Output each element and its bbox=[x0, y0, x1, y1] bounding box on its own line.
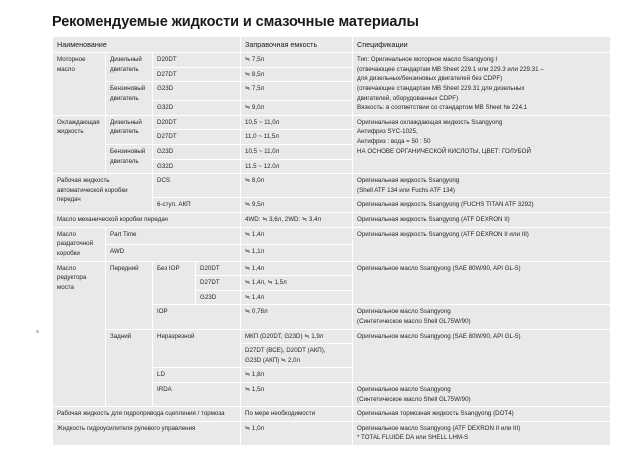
cell-capacity-rear-mkp: МКП (D20DT, G23D) ≒ 1,9л bbox=[241, 329, 353, 344]
cell-model-d27dt: D27DT bbox=[196, 276, 241, 291]
cell-group-atf: Рабочая жидкость автоматической коробки передач bbox=[53, 174, 153, 213]
cell-sub2-solid-axle: Неразрезной bbox=[153, 329, 241, 368]
spec-line: Оригинальное масло Ssangyong bbox=[357, 386, 451, 393]
cell-spec-front-iop bbox=[353, 305, 611, 329]
cell-sub2-irda: IRDA bbox=[153, 383, 241, 407]
cell-model-g32d: G32D bbox=[153, 101, 241, 116]
cell-model-d27dt: D27DT bbox=[153, 130, 241, 145]
spec-line: Оригинальное масло Ssangyong (SAE 80W/90, API GL-5) bbox=[357, 332, 521, 340]
cell-model-g23d: G23D bbox=[153, 145, 241, 160]
cell-sub-diesel-engine: Дизельный двигатель bbox=[106, 53, 153, 82]
cell-sub-awd: AWD bbox=[106, 244, 241, 261]
cell-sub-diesel-engine: Дизельный двигатель bbox=[106, 115, 153, 144]
cell-capacity-power-steering: ≒ 1,0л bbox=[241, 421, 353, 445]
cell-capacity-front-g23d: ≒ 1,4л bbox=[241, 290, 353, 305]
cell-spec-power-steering bbox=[353, 421, 611, 445]
spec-line: (Shell ATF 134 или Fuchs ATF 134) bbox=[357, 186, 455, 194]
spec-line: Оригинальная тормозная жидкость Ssangyong (DOT4) bbox=[357, 410, 514, 418]
cell-spec-rear-irda bbox=[353, 383, 611, 407]
spec-line: НА ОСНОВЕ ОРГАНИЧЕСКОЙ КИСЛОТЫ, ЦВЕТ: ГОЛУБОЙ bbox=[357, 147, 531, 155]
cell-model-g32d: G32D bbox=[153, 159, 241, 174]
cell-group-axle-oil: Масло редуктора моста bbox=[53, 261, 106, 407]
cell-spec-front-axle bbox=[353, 261, 611, 305]
spec-line: Оригинальная жидкость Ssangyong (ATF DEXRON II или III) bbox=[357, 230, 529, 238]
cell-sub2-without-iop: Без IOP bbox=[153, 261, 196, 305]
cell-model-d20dt: D20DT bbox=[153, 53, 241, 68]
cell-capacity-coolant-d20dt: 10,5 ~ 11,0л bbox=[241, 115, 353, 130]
cell-capacity-brake-clutch: По мере необходимости bbox=[241, 407, 353, 422]
spec-line: (Синтетическое масло Shell GL75W/90) bbox=[357, 395, 471, 403]
table-row bbox=[53, 213, 611, 228]
spec-line: Антифриз : вода = 50 : 50 bbox=[357, 138, 431, 146]
cell-capacity-part-time: ≒ 1,4л bbox=[241, 227, 353, 244]
spec-line: Оригинальная жидкость Ssangyong (ATF DEXRON II) bbox=[357, 216, 510, 224]
cell-sub-part-time: Part Time bbox=[106, 227, 241, 244]
cell-model-6speed-at: 6-ступ. АКП bbox=[153, 198, 241, 213]
cell-capacity-g23d: ≒ 7,5л bbox=[241, 82, 353, 101]
spec-line: * TOTAL FLUIDE DA или SHELL LHM-S bbox=[357, 434, 469, 442]
spec-line: Оригинальная охлаждающая жидкость Ssangyong bbox=[357, 118, 503, 126]
header-spec: Спецификации bbox=[353, 37, 611, 53]
cell-group-power-steering: Жидкость гидроусилителя рулевого управления bbox=[53, 421, 241, 445]
spec-line: (отвечающее стандартам MB Sheet 229.1 или 229.3 или 229.31 – bbox=[357, 65, 544, 73]
cell-group-coolant: Охлаждающая жидкость bbox=[53, 115, 106, 173]
cell-spec-atf-6speed bbox=[353, 198, 611, 213]
cell-capacity-6speed-at: ≒ 9,5л bbox=[241, 198, 353, 213]
cell-spec-manual-transmission bbox=[353, 213, 611, 228]
cell-model-dcs: DCS bbox=[153, 174, 241, 198]
cell-model-d20dt: D20DT bbox=[153, 115, 241, 130]
cell-sub2-iop: IOP bbox=[153, 305, 241, 329]
spec-line: Вязкость: в соответствии со стандартом MB Sheet № 224.1 bbox=[357, 104, 528, 112]
capacity-line: D27DT (ВСЕ), D20DT (АКП), bbox=[245, 347, 326, 355]
cell-sub2-ld: LD bbox=[153, 368, 241, 383]
cell-capacity-coolant-g32d: 11.5 ~ 12.0л bbox=[241, 159, 353, 174]
spec-line: (отвечающее стандартам MB Sheet 229.31 для дизельных bbox=[357, 84, 525, 92]
spec-line: Оригинальное масло Ssangyong (SAE 80W/90, API GL-5) bbox=[357, 264, 521, 272]
cell-capacity-awd: ≒ 1,1л bbox=[241, 244, 353, 261]
table-row bbox=[53, 227, 611, 244]
table-body bbox=[53, 53, 611, 446]
cell-model-g23d: G23D bbox=[153, 82, 241, 101]
cell-capacity-front-iop: ≒ 0,78л bbox=[241, 305, 353, 329]
cell-capacity-manual-transmission: 4WD: ≒ 3,6л, 2WD: ≒ 3,4л bbox=[241, 213, 353, 228]
page-title: Рекомендуемые жидкости и смазочные материалы bbox=[52, 14, 419, 30]
table-header-row bbox=[53, 37, 611, 53]
cell-spec-brake-clutch bbox=[353, 407, 611, 422]
spec-line: Оригинальное масло Ssangyong (ATF DEXRON II или III) bbox=[357, 424, 521, 432]
cell-sub-petrol-engine: Бензиновый двигатель bbox=[106, 82, 153, 115]
capacity-line: G23D (АКП) ≒ 2,0л bbox=[245, 356, 301, 364]
cell-capacity-d20dt: ≒ 7,5л bbox=[241, 53, 353, 68]
table-row bbox=[53, 421, 611, 445]
cell-capacity-g32d: ≒ 9,0л bbox=[241, 101, 353, 116]
spec-line: для дизельных/бензиновых двигателей без CDPF) bbox=[357, 75, 503, 83]
cell-model-d27dt: D27DT bbox=[153, 67, 241, 82]
cell-capacity-rear-irda: ≒ 1,5л bbox=[241, 383, 353, 407]
cell-spec-engine-oil bbox=[353, 53, 611, 116]
cell-spec-atf-dcs bbox=[353, 174, 611, 198]
spec-line: двигателей, оборудованных CDPF) bbox=[357, 94, 459, 102]
table-row bbox=[53, 407, 611, 422]
table-row bbox=[53, 174, 611, 198]
table-row bbox=[53, 261, 611, 276]
cell-spec-coolant bbox=[353, 115, 611, 173]
spec-line: Оригинальное масло Ssangyong bbox=[357, 308, 451, 316]
header-capacity: Заправочная емкость bbox=[241, 37, 353, 53]
cell-group-manual-transmission: Масло механической коробки передач bbox=[53, 213, 241, 228]
cell-capacity-rear-akp bbox=[241, 344, 353, 368]
cell-capacity-coolant-d27dt: 11,0 ~ 11,5л bbox=[241, 130, 353, 145]
spec-line: Оригинальная жидкость Ssangyong (FUCHS TITAN ATF 3292) bbox=[357, 201, 534, 209]
cell-group-engine-oil: Моторное масло bbox=[53, 53, 106, 116]
cell-capacity-front-d27dt: ≒ 1,4л, ≒ 1,5л bbox=[241, 276, 353, 291]
cell-capacity-dcs: ≒ 8,0л bbox=[241, 174, 353, 198]
spec-line: Оригинальная жидкость Ssangyong bbox=[357, 177, 460, 185]
table-row bbox=[53, 53, 611, 68]
header-name: Наименование bbox=[53, 37, 241, 53]
cell-model-g23d: G23D bbox=[196, 290, 241, 305]
cell-sub-front-axle: Передний bbox=[106, 261, 153, 329]
cell-spec-transfer-case bbox=[353, 227, 611, 261]
cell-group-brake-clutch: Рабочая жидкость для гидропривода сцепления / тормоза bbox=[53, 407, 241, 422]
margin-tick bbox=[36, 330, 39, 333]
table-row bbox=[53, 115, 611, 130]
cell-sub-petrol-engine: Бензиновый двигатель bbox=[106, 145, 153, 174]
fluids-table bbox=[52, 36, 611, 446]
cell-sub-rear-axle: Задний bbox=[106, 329, 153, 407]
spec-line: Антифриз SYC-1025, bbox=[357, 128, 418, 136]
cell-capacity-front-d20dt: ≒ 1,4л bbox=[241, 261, 353, 276]
spec-line: (Синтетическое масло Shell GL75W/90) bbox=[357, 317, 471, 325]
spec-line: Тип: Оригинальное моторное масло Ssangyong I bbox=[357, 56, 498, 64]
cell-model-d20dt: D20DT bbox=[196, 261, 241, 276]
cell-capacity-d27dt: ≒ 8,5л bbox=[241, 67, 353, 82]
cell-capacity-rear-ld: ≒ 1,8л bbox=[241, 368, 353, 383]
cell-capacity-coolant-g23d: 10,5 ~ 11,0л bbox=[241, 145, 353, 160]
cell-group-transfer-case: Масло раздаточной коробки bbox=[53, 227, 106, 261]
table-row bbox=[53, 329, 611, 344]
cell-spec-rear-axle bbox=[353, 329, 611, 382]
